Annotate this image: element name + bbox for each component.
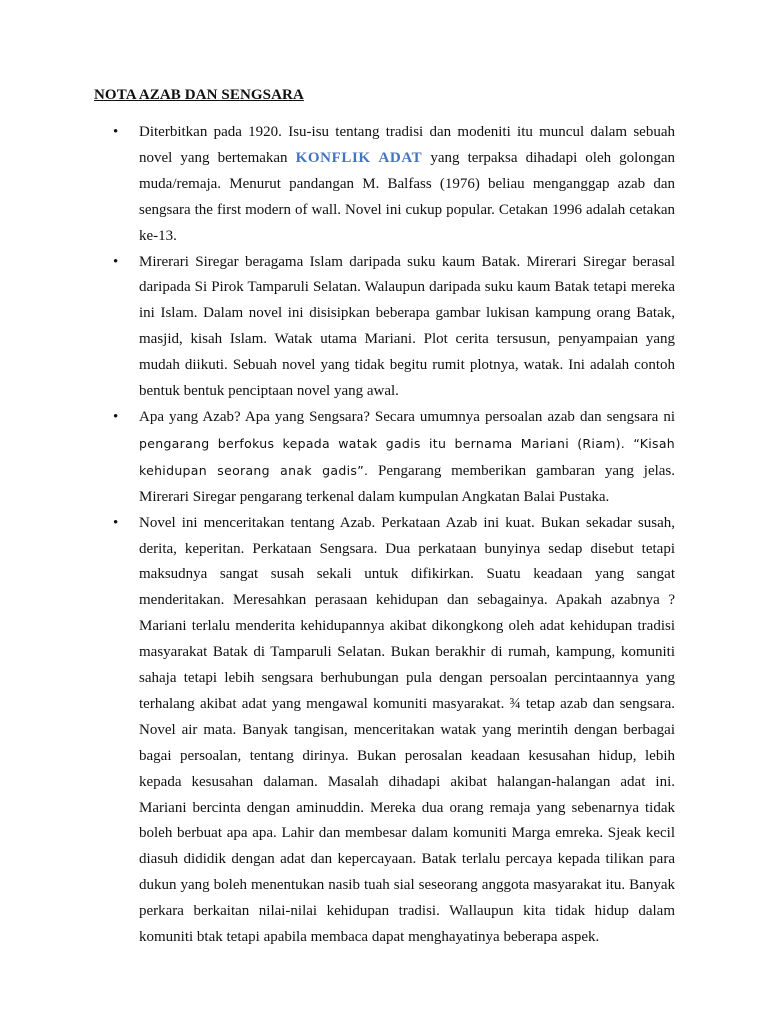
page-title: NOTA AZAB DAN SENGSARA — [94, 87, 304, 103]
bullet-list — [0, 120, 768, 951]
bullet-icon: • — [113, 514, 119, 531]
list-item — [0, 250, 675, 405]
bullet-icon: • — [113, 124, 119, 140]
item-text-part3: Pengarang memberikan gambaran yang jelas. Mirerari Siregar pengarang terkenal dalam kumpulan Angkatan Balai Pustaka. — [139, 462, 676, 505]
item-text: Mirerari Siregar beragama Islam daripada suku kaum Batak. Mirerari Siregar berasal daripada Si Pirok Tamparuli Selatan. Walaupun daripada suku kaum Batak tetapi mereka ini Islam. Dalam novel ini disisipkan beberapa gambar lukisan kampung orang Batak, masjid, kisah Islam. Watak utama Mariani. Plot cerita tersusun, penyampaian yang mudah diikuti. Sebuah novel yang tidak begitu rumit plotnya, watak. Ini adalah contoh bentuk bentuk penciptaan novel yang awal. — [139, 253, 675, 400]
list-item — [0, 120, 675, 250]
highlight-text: KONFLIK ADAT — [295, 149, 423, 166]
item-text-part2: pengarang berfokus kepada watak gadis itu bernama Mariani (Riam). “Kisah kehidupan seorang anak gadis”. — [139, 435, 675, 478]
item-text: Novel ini menceritakan tentang Azab. Perkataan Azab ini kuat. Bukan sekadar susah, derita, keperitan. Perkataan Sengsara. Dua perkataan bunyinya sedap disebut tetapi maksudnya sangat susah sekali untuk difikirkan. Suatu keadaan yang sangat menderitakan. Meresahkan perasaan kehidupan dan sebagainya. Apakah azabnya ? Mariani terlalu menderita kehidupannya akibat dikongkong oleh adat kehidupan tradisi masyarakat Batak di Tamparuli Selatan. Bukan berakhir di rumah, kampung, komuniti sahaja tetapi lebih sengsara berhubungan pula dengan persoalan percintaannya yang terhalang akibat adat yang mengawal komuniti masyarakat. ¾ tetap azab dan sengsara. Novel air mata. Banyak tangisan, menceritakan watak yang merintih dengan berbagai bagai persoalan, tentang dirinya. Bukan perosalan keadaan kesusahan hidup, lebih kepada kesusahan dalaman. Masalah dihadapi akibat halangan-halangan adat ini. Mariani bercinta dengan aminuddin. Mereka dua orang remaja yang sebenarnya tidak boleh berbuat apa apa. Lahir dan membesar dalam komuniti Marga emreka. Sjeak kecil diasuh dididik dengan adat dan kepercayaan. Batak terlalu percaya kepada tilikan para dukun yang boleh menentukan nasib tuah sial seseorang anggota masyarakat itu. Banyak perkara berkaitan nilai-nilai kehidupan tradisi. Wallaupun kita tidak hidup dalam komuniti btak tetapi apabila membaca dapat menghayatinya beberapa aspek. — [139, 514, 675, 946]
item-text-before: Diterbitkan pada 1920. Isu-isu tentang tradisi dan modeniti itu muncul dalam sebuah novel yang bertemakan — [139, 124, 675, 166]
bullet-icon: • — [113, 408, 119, 425]
list-item — [0, 405, 675, 511]
item-text-part1: Apa yang Azab? Apa yang Sengsara? Secara umumnya persoalan azab dan sengsara ni — [139, 408, 675, 425]
list-item — [0, 511, 675, 951]
item-text-after: yang terpaksa dihadapi oleh golongan muda/remaja. Menurut pandangan M. Balfass (1976) beliau menganggap azab dan sengsara the first modern of wall. Novel ini cukup popular. Cetakan 1996 adalah cetakan ke-13. — [139, 149, 676, 244]
bullet-icon: • — [113, 253, 119, 270]
